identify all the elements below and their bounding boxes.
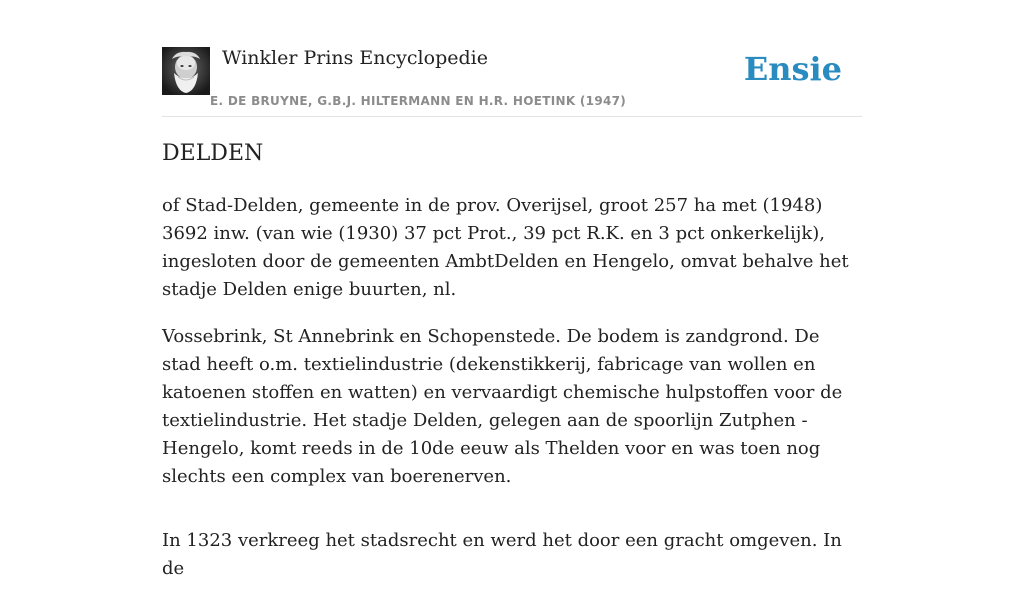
site-title[interactable]: Winkler Prins Encyclopedie bbox=[222, 47, 488, 69]
article-paragraph: Vossebrink, St Annebrink en Schopenstede. De bodem is zandgrond. De stad heeft o.m. textielindustrie (dekenstikkerij, fabricage van wollen en katoenen stoffen en watten) en vervaardigt chemische hulpstoffen voor de textielindustrie. Het stadje Delden, gelegen aan de spoorlijn Zutphen - Hengelo, komt reeds in de 10de eeuw als Thelden voor en was toen nog slechts een complex van boerenerven. bbox=[162, 326, 843, 487]
article-paragraph: In 1323 verkreeg het stadsrecht en werd het door een gracht omgeven. In de bbox=[162, 530, 842, 579]
article-body bbox=[162, 192, 862, 602]
article-paragraph: of Stad-Delden, gemeente in de prov. Overijsel, groot 257 ha met (1948) 3692 inw. (van wie (1930) 37 pct Prot., 39 pct R.K. en 3 pct onkerkelijk), ingesloten door de gemeenten AmbtDelden en Hengelo, omvat behalve het stadje Delden enige buurten, nl. bbox=[162, 195, 849, 300]
portrait-image bbox=[162, 47, 210, 95]
ensie-logo[interactable]: Ensie bbox=[743, 50, 842, 88]
page bbox=[162, 0, 862, 579]
author-avatar[interactable] bbox=[162, 47, 210, 95]
site-header bbox=[162, 0, 862, 117]
authors-credit: E. DE BRUYNE, G.B.J. HILTERMANN EN H.R. HOETINK (1947) bbox=[210, 94, 627, 108]
article-title: DELDEN bbox=[162, 141, 264, 166]
